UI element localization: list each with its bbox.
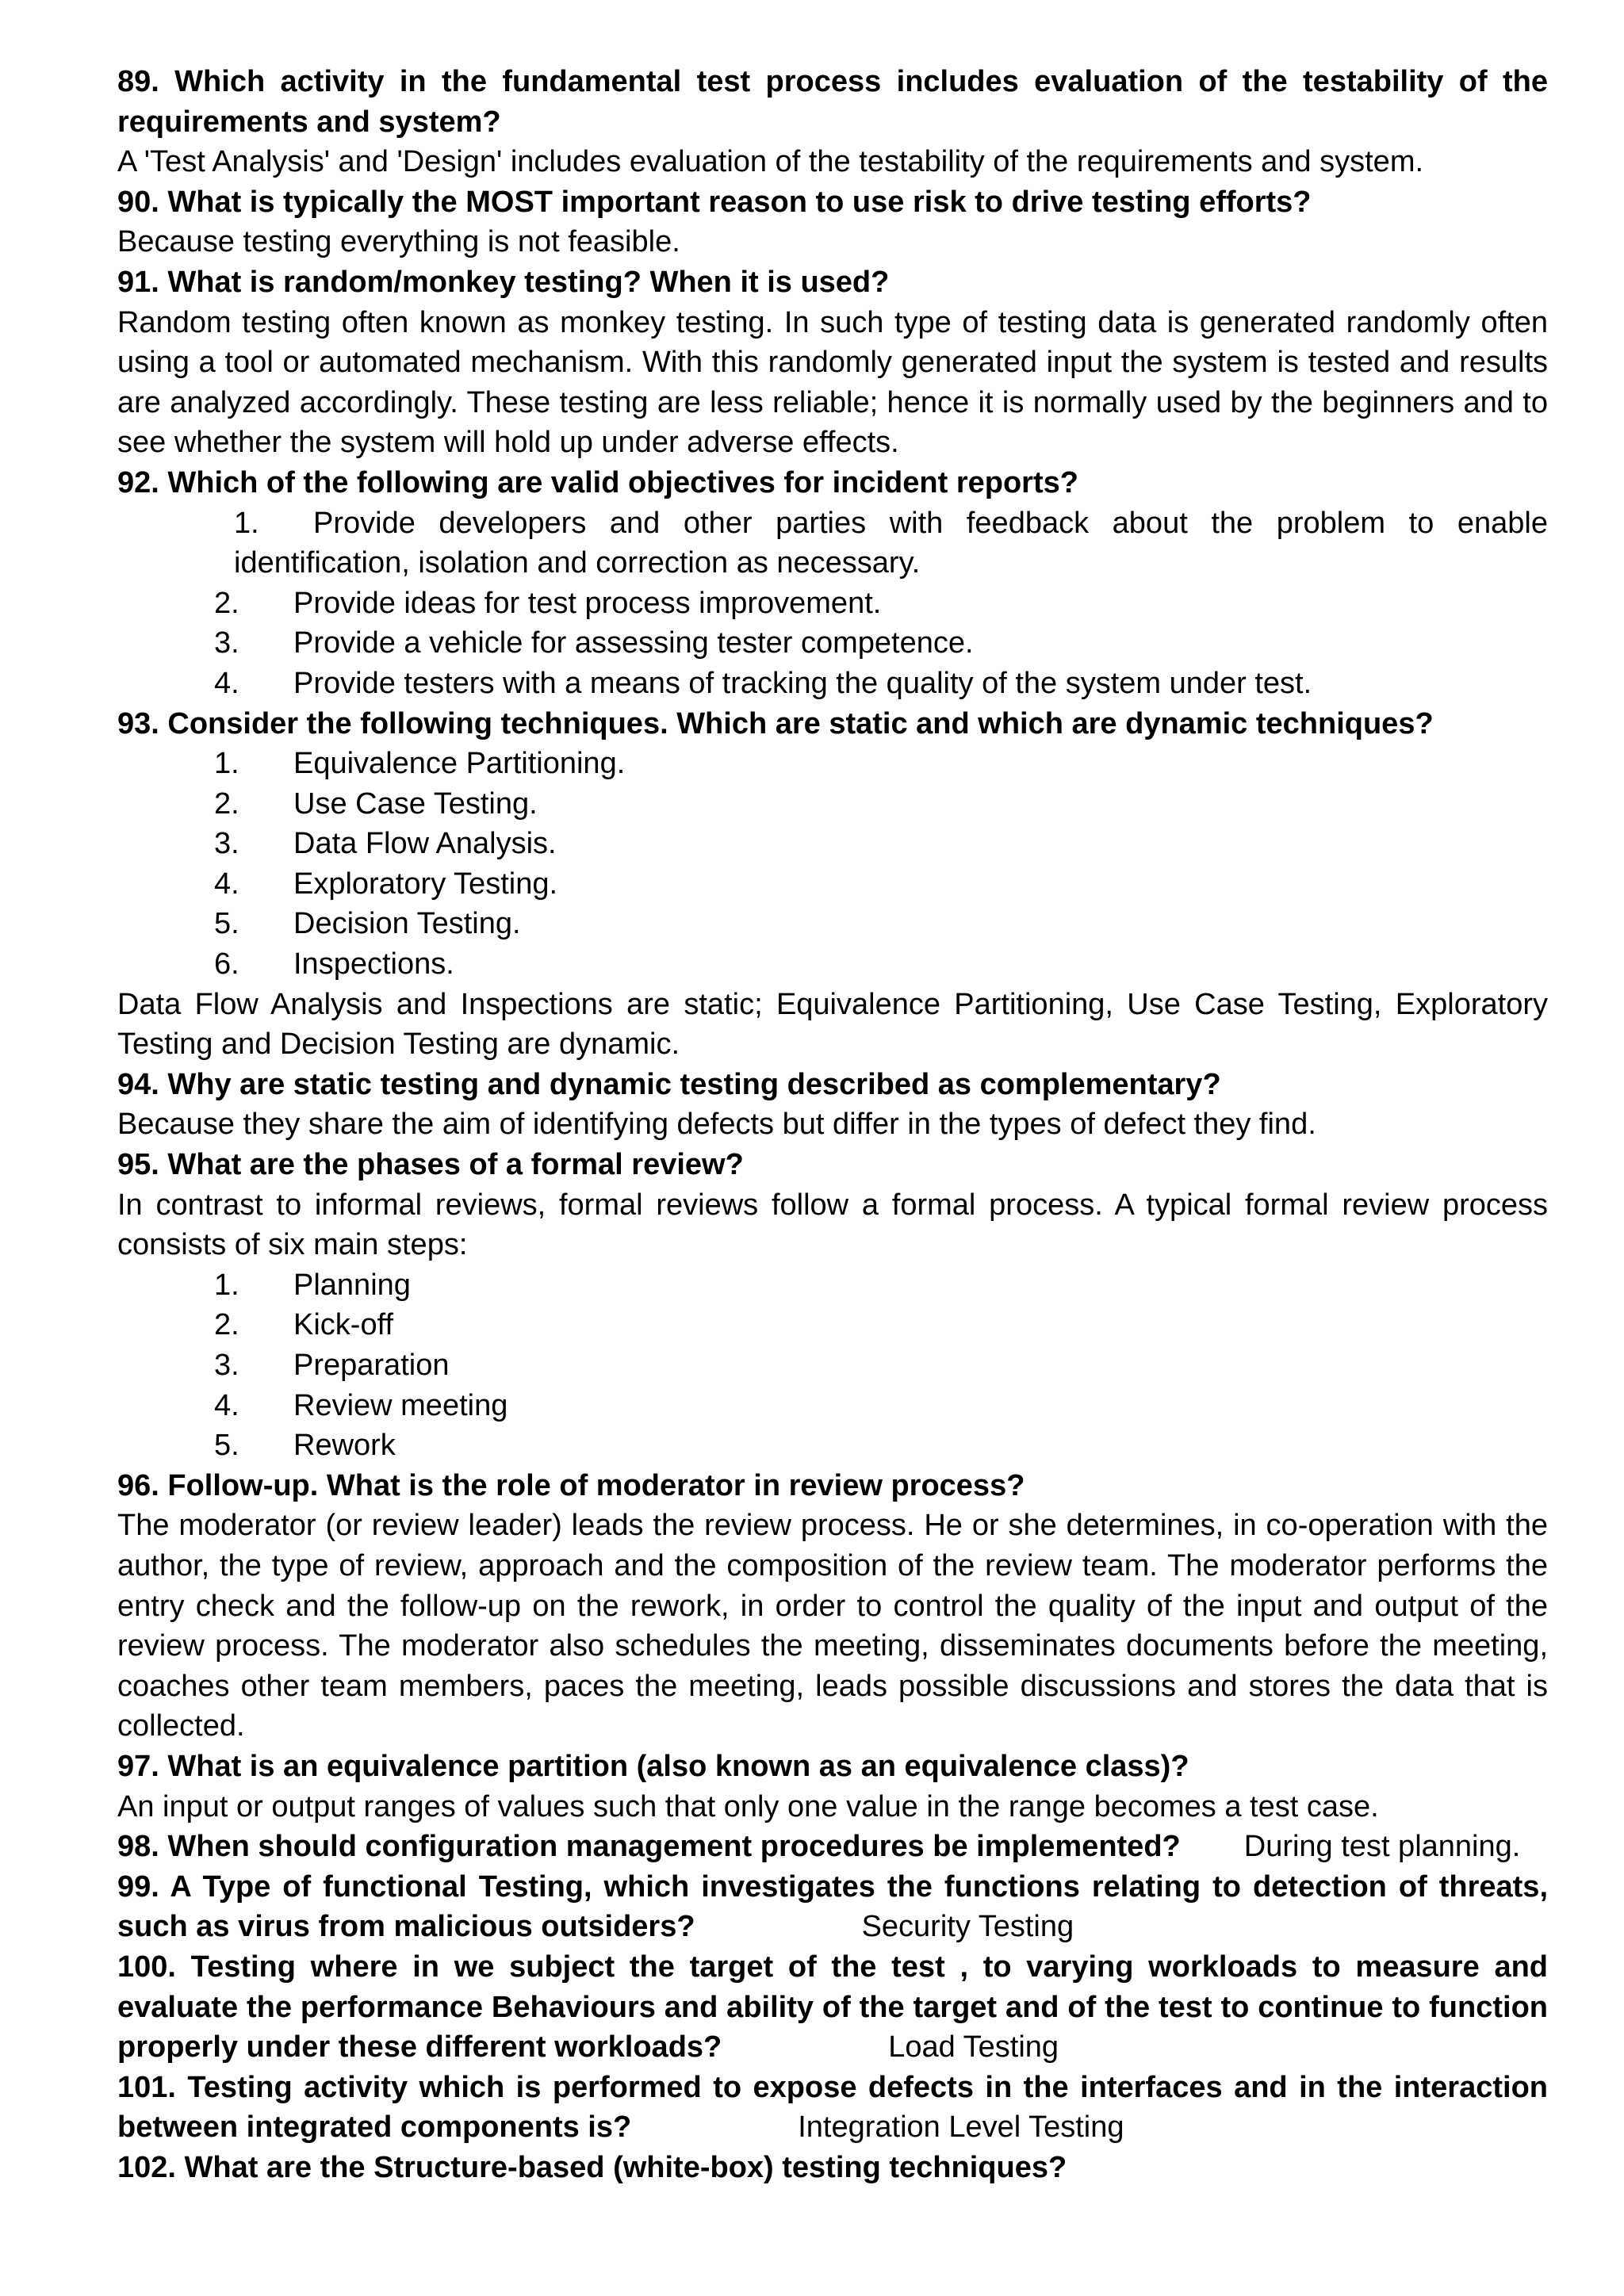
answer-90: Because testing everything is not feasible. <box>117 225 680 259</box>
answer-91: Random testing often known as monkey testing. In such type of testing data is generated randomly often using a tool or automated mechanism. With this randomly generated input the system is tested and results are analyzed accordingly. These testing are less reliable; hence it is normally used by the beginners and to see whether the system will hold up under adverse effects. <box>117 305 1548 460</box>
list-item-text: Kick-off <box>293 1308 394 1342</box>
list-item-text: Planning <box>293 1268 411 1302</box>
list-item-text: Equivalence Partitioning. <box>293 747 626 781</box>
list-item-number: 1. <box>234 506 259 540</box>
list-item-text: Provide ideas for test process improvement. <box>293 586 882 620</box>
list-item-number: 5. <box>214 1429 239 1463</box>
list-item-number: 4. <box>214 867 239 901</box>
question-95: 95. What are the phases of a formal review? <box>117 1148 744 1182</box>
document-page <box>117 62 1548 2187</box>
answer-96: The moderator (or review leader) leads the review process. He or she determines, in co-operation with the author, the type of review, approach and the composition of the review team. The moderator performs the entry check and the follow-up on the rework, in order to control the quality of the input and output of the review process. The moderator also schedules the meeting, disseminates documents before the meeting, coaches other team members, paces the meeting, leads possible discussions and stores the data that is collected. <box>117 1509 1548 1743</box>
list-item-text: Rework <box>293 1429 396 1463</box>
list-item <box>117 824 1548 864</box>
list-item-text: Provide testers with a means of tracking the quality of the system under test. <box>293 666 1312 700</box>
list-item-number: 1. <box>214 747 239 781</box>
list-item <box>117 784 1548 825</box>
list-item-number: 3. <box>214 827 239 861</box>
answer-93: Data Flow Analysis and Inspections are static; Equivalence Partitioning, Use Case Testing, Exploratory Testing and Decision Testing are dynamic. <box>117 987 1548 1062</box>
review-phases-list <box>117 1265 1548 1466</box>
list-item-number: 6. <box>214 947 239 982</box>
incident-objectives-list <box>117 503 1548 704</box>
list-item <box>117 1386 1548 1426</box>
list-item-number: 3. <box>214 1349 239 1382</box>
list-item <box>117 584 1548 624</box>
question-100-row <box>117 1947 1548 2068</box>
question-97: 97. What is an equivalence partition (also known as an equivalence class)? <box>117 1749 1189 1783</box>
list-item <box>117 1305 1548 1345</box>
answer-95: In contrast to informal reviews, formal reviews follow a formal process. A typical formal review process consists of six main steps: <box>117 1188 1548 1262</box>
list-item-number: 4. <box>214 1388 239 1422</box>
list-item-text: Decision Testing. <box>293 907 521 941</box>
techniques-list <box>117 744 1548 985</box>
list-item <box>117 503 1548 584</box>
list-item <box>117 944 1548 985</box>
answer-99: Security Testing <box>861 1910 1074 1944</box>
list-item <box>117 864 1548 905</box>
list-item-text: Review meeting <box>293 1388 508 1422</box>
list-item-text: Inspections. <box>293 947 454 982</box>
list-item <box>117 1425 1548 1466</box>
answer-97: An input or output ranges of values such that only one value in the range becomes a test case. <box>117 1789 1379 1823</box>
question-99: 99. A Type of functional Testing, which investigates the functions relating to detection of threats, such as virus from malicious outsiders? <box>117 1869 1548 1944</box>
question-100: 100. Testing where in we subject the target of the test , to varying workloads to measure and evaluate the performance Behaviours and ability of the target and of the test to continue to function properly under these different workloads? <box>117 1950 1548 2064</box>
list-item <box>117 664 1548 704</box>
list-item <box>117 1265 1548 1306</box>
list-item-text: Provide developers and other parties with feedback about the problem to enable identification, isolation and correction as necessary. <box>234 506 1548 580</box>
answer-100: Load Testing <box>888 2030 1059 2064</box>
answer-89: A 'Test Analysis' and 'Design' includes evaluation of the testability of the requirements and system. <box>117 145 1424 179</box>
question-96: 96. Follow-up. What is the role of moderator in review process? <box>117 1468 1025 1502</box>
list-item-text: Exploratory Testing. <box>293 867 558 901</box>
question-91: 91. What is random/monkey testing? When it is used? <box>117 265 890 299</box>
list-item <box>117 744 1548 784</box>
answer-98: During test planning. <box>1243 1830 1521 1864</box>
question-89: 89. Which activity in the fundamental test process includes evaluation of the testability of the requirements and system? <box>117 65 1548 139</box>
list-item <box>117 904 1548 944</box>
question-90: 90. What is typically the MOST important reason to use risk to drive testing efforts? <box>117 185 1312 219</box>
list-item-number: 5. <box>214 907 239 941</box>
question-99-row <box>117 1867 1548 1947</box>
list-item-number: 1. <box>214 1268 239 1302</box>
list-item-number: 2. <box>214 786 239 821</box>
question-101-row <box>117 2068 1548 2148</box>
answer-101: Integration Level Testing <box>798 2110 1124 2145</box>
question-101: 101. Testing activity which is performed to expose defects in the interfaces and in the interaction between integrated components is? <box>117 2070 1548 2145</box>
list-item-number: 3. <box>214 626 239 660</box>
question-93: 93. Consider the following techniques. Which are static and which are dynamic techniques? <box>117 706 1434 740</box>
list-item-text: Use Case Testing. <box>293 786 538 821</box>
question-98-row <box>117 1827 1548 1867</box>
list-item-text: Data Flow Analysis. <box>293 827 557 861</box>
list-item <box>117 1345 1548 1386</box>
list-item <box>117 623 1548 664</box>
list-item-text: Provide a vehicle for assessing tester competence. <box>293 626 974 660</box>
question-102: 102. What are the Structure-based (white-box) testing techniques? <box>117 2150 1067 2184</box>
list-item-text: Preparation <box>293 1349 450 1382</box>
question-94: 94. Why are static testing and dynamic testing described as complementary? <box>117 1067 1221 1101</box>
list-item-number: 2. <box>214 586 239 620</box>
question-92: 92. Which of the following are valid objectives for incident reports? <box>117 465 1078 499</box>
answer-94: Because they share the aim of identifying defects but differ in the types of defect they find. <box>117 1108 1316 1142</box>
list-item-number: 2. <box>214 1308 239 1342</box>
question-98: 98. When should configuration management procedures be implemented? <box>117 1830 1181 1864</box>
list-item-number: 4. <box>214 666 239 700</box>
